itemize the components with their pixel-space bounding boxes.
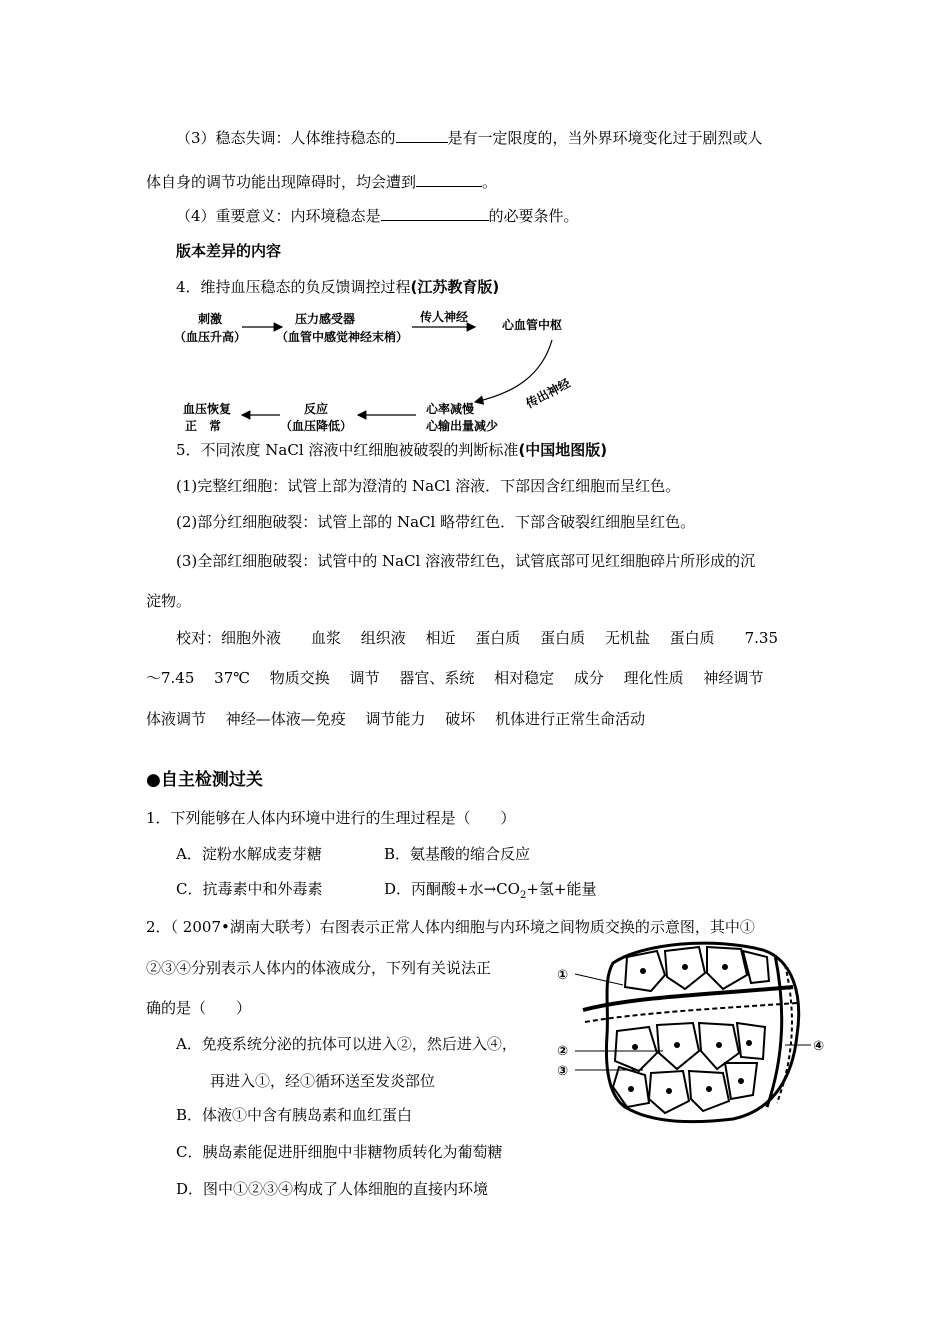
tissue-exchange-figure <box>553 935 833 1125</box>
section-heading: ●自主检测过关 <box>146 770 263 790</box>
q2-stem-line-1: 2．（ 2007•湖南大联考）右图表示正常人体内细胞与内环境之间物质交换的示意图，其中① <box>146 918 755 936</box>
q2-option-d[interactable]: D．图中①②③④构成了人体细胞的直接内环境 <box>176 1180 489 1198</box>
item-4-source: (江苏教育版) <box>410 278 500 296</box>
q2-stem-line-3: 确的是（ ） <box>146 999 252 1017</box>
answer-key-line: 校对：细胞外液 血浆 组织液 相近 蛋白质 蛋白质 无机盐 蛋白质 7.35 <box>176 629 779 647</box>
flow-node-response-note: （血压降低） <box>279 419 353 433</box>
q1-option-d-sub: 2 <box>519 890 527 901</box>
figure-label-2: ② <box>557 1044 569 1059</box>
para-4-prefix: （4）重要意义：内环境稳态是 <box>176 207 381 225</box>
item-5-line: 淀物。 <box>146 592 192 610</box>
answer-key-line: ～7.45 37℃ 物质交换 调节 器官、系统 相对稳定 成分 理化性质 神经调节 <box>146 669 764 687</box>
q1-option-b[interactable]: B．氨基酸的缩合反应 <box>384 845 531 863</box>
flow-node-heart: 心率减慢 <box>425 402 475 416</box>
item-5-line: (2)部分红细胞破裂：试管上部的 NaCl 略带红色．下部含破裂红细胞呈红色。 <box>176 513 696 531</box>
flow-node-baroreceptor-note: （血管中感觉神经末梢） <box>275 330 409 344</box>
answer-blank[interactable] <box>381 205 489 221</box>
q2-option-a-cont: 再进入①，经①循环送至发炎部位 <box>210 1072 436 1090</box>
flow-node-stimulus-note: （血压升高） <box>173 330 247 344</box>
q1-option-d-prefix: D．丙酮酸+水→CO <box>384 880 520 898</box>
q1-option-c[interactable]: C．抗毒素中和外毒素 <box>176 880 323 898</box>
item-4-text: 4．维持血压稳态的负反馈调控过程 <box>176 278 411 296</box>
flow-node-restore: 血压恢复 <box>182 402 232 416</box>
figure-label-4: ④ <box>813 1039 825 1054</box>
flow-label-efferent: 传出神经 <box>523 376 573 411</box>
version-heading: 版本差异的内容 <box>176 242 282 260</box>
item-5-line: (3)全部红细胞破裂：试管中的 NaCl 溶液带红色，试管底部可见红细胞碎片所形成的沉 <box>176 552 756 570</box>
q1-option-a[interactable]: A．淀粉水解成麦芽糖 <box>176 845 322 863</box>
para-3-line2-prefix: 体自身的调节功能出现障碍时，均会遭到 <box>146 173 417 191</box>
para-3-line-1 <box>176 127 763 148</box>
flow-node-stimulus: 刺激 <box>197 312 223 326</box>
flow-node-response: 反应 <box>303 402 329 416</box>
q2-option-c[interactable]: C．胰岛素能促进肝细胞中非糖物质转化为葡萄糖 <box>176 1143 503 1161</box>
para-3-line-2 <box>146 171 497 192</box>
q2-option-a[interactable]: A．免疫系统分泌的抗体可以进入②，然后进入④， <box>176 1035 517 1053</box>
item-5-title <box>176 440 607 460</box>
flow-label-afferent: 传人神经 <box>419 310 469 324</box>
q2-stem-line-2: ②③④分别表示人体内的体液成分，下列有关说法正 <box>146 959 492 977</box>
flow-node-baroreceptor: 压力感受器 <box>294 312 356 326</box>
figure-label-3: ③ <box>557 1064 569 1079</box>
para-4-suffix: 的必要条件。 <box>488 207 579 225</box>
answer-blank[interactable] <box>396 127 448 143</box>
item-4-title <box>176 277 499 297</box>
para-3-middle: 是有一定限度的，当外界环境变化过于剧烈或人 <box>447 129 763 147</box>
q1-option-d[interactable] <box>384 879 596 906</box>
figure-label-1: ① <box>557 968 569 983</box>
flow-node-cv-center: 心血管中枢 <box>501 318 563 332</box>
para-3-line2-suffix: 。 <box>482 173 498 191</box>
flow-node-restore-note: 正 常 <box>184 419 222 433</box>
item-5-source: (中国地图版) <box>518 441 608 459</box>
para-4 <box>176 205 579 226</box>
q1-option-d-suffix: +氢+能量 <box>526 880 597 898</box>
flow-node-heart-note: 心输出量减少 <box>425 419 499 433</box>
q2-option-b[interactable]: B．体液①中含有胰岛素和血红蛋白 <box>176 1106 413 1124</box>
para-3-prefix: （3）稳态失调：人体维持稳态的 <box>176 129 396 147</box>
item-5-line: (1)完整红细胞：试管上部为澄清的 NaCl 溶液．下部因含红细胞而呈红色。 <box>176 477 681 495</box>
answer-key-line: 体液调节 神经—体液—免疫 调节能力 破坏 机体进行正常生命活动 <box>146 710 646 728</box>
item-5-text: 5．不同浓度 NaCl 溶液中红细胞被破裂的判断标准 <box>176 441 519 459</box>
q1-stem: 1．下列能够在人体内环境中进行的生理过程是（ ） <box>146 809 516 827</box>
blood-pressure-flow-diagram <box>170 305 610 440</box>
answer-blank[interactable] <box>416 171 482 187</box>
